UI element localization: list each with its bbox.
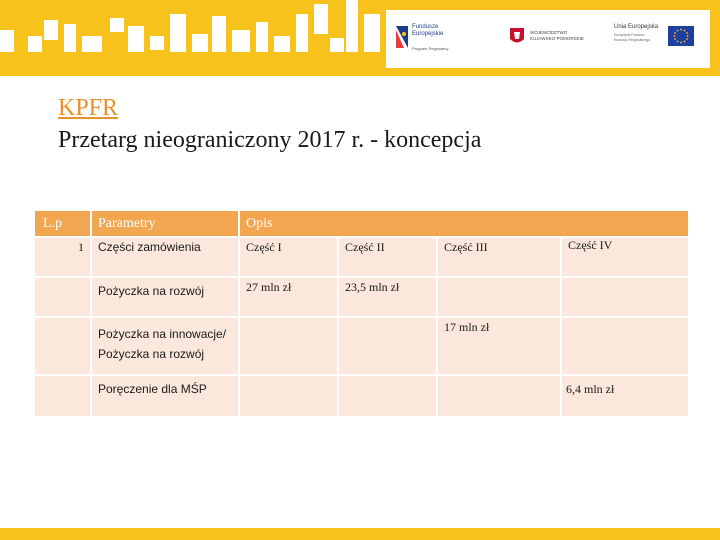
row-label-loan: Pożyczka na rozwój [91,277,239,317]
loan-part-2: 23,5 mln zł [338,277,437,317]
innov-part-4 [561,317,689,375]
row-lp-empty [34,375,91,417]
unia-europejska-logo: Unia Europejska Europejski Fundusz Rozwoju Regionalnego [614,24,704,54]
innov-part-1 [239,317,338,375]
header-lp: L.p [34,210,91,237]
loan-part-3 [437,277,561,317]
footer-bar [0,528,720,540]
slide-title: Przetarg nieograniczony 2017 r. - koncepcja [58,127,482,153]
logo-panel [386,10,710,68]
innov-part-3: 17 mln zł [437,317,561,375]
slide-title-block [58,94,481,158]
kujawsko-pomorskie-logo: WOJEWÓDZTWO KUJAWSKO-POMORSKIE [510,26,590,52]
loan-part-1: 27 mln zł [239,277,338,317]
header-banner [0,0,720,76]
table-header-row [34,210,689,237]
guarantee-part-3 [437,375,561,417]
row-lp: 1 [34,237,91,277]
guarantee-part-2 [338,375,437,417]
fe-mark-icon [396,26,408,48]
row-label-innov: Pożyczka na innowacje/ Pożyczka na rozwój [91,317,239,375]
header-params: Parametry [91,210,239,237]
row-lp-empty [34,277,91,317]
part-4: Część IV [561,237,689,277]
guarantee-part-1 [239,375,338,417]
row-lp-empty [34,317,91,375]
tender-table [33,209,690,418]
crest-icon [510,28,524,46]
table-row [34,237,689,277]
table-row [34,277,689,317]
row-label-guarantee: Poręczenie dla MŚP [91,375,239,417]
part-2: Część II [338,237,437,277]
table-row [34,317,689,375]
kpfr-link[interactable]: KPFR [58,95,119,121]
eu-flag-icon [668,26,694,46]
loan-part-4 [561,277,689,317]
row-label-parts: Części zamówienia [91,237,239,277]
fundusze-europejskie-logo: Fundusze Europejskie Program Regionalny [396,24,476,54]
header-opis: Opis [239,210,689,237]
innov-part-2 [338,317,437,375]
guarantee-part-4: 6,4 mln zł [561,375,689,417]
table-row [34,375,689,417]
part-1: Część I [239,237,338,277]
part-3: Część III [437,237,561,277]
